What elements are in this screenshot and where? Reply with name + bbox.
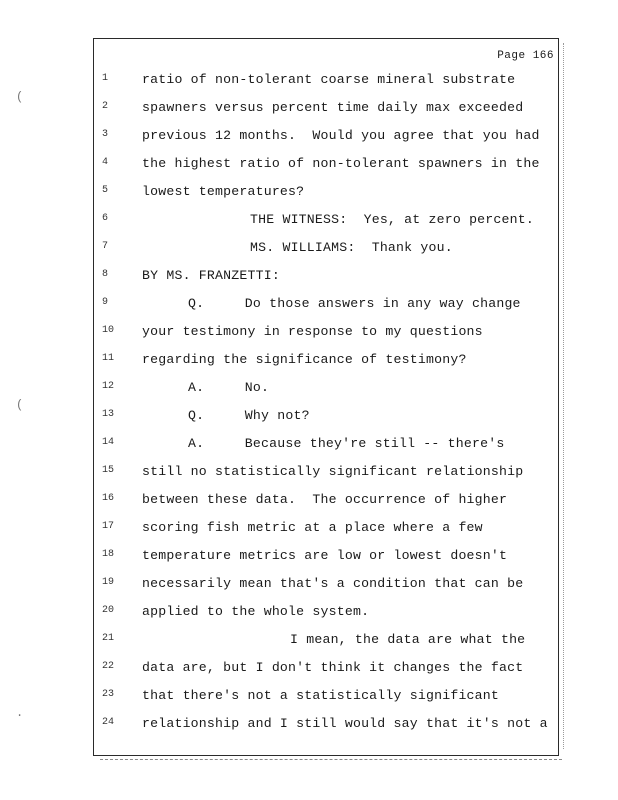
- line-number: 19: [102, 577, 115, 588]
- line-text: Q. Why not?: [188, 408, 310, 423]
- line-number: 5: [102, 185, 109, 196]
- transcript-line: [0, 296, 618, 316]
- transcript-line: [0, 604, 618, 624]
- transcript-line: [0, 688, 618, 708]
- line-number: 18: [102, 549, 115, 560]
- punch-hole-mark: .: [16, 706, 24, 720]
- line-number: 12: [102, 381, 115, 392]
- line-text: I mean, the data are what the: [290, 632, 526, 647]
- transcript-line: [0, 716, 618, 736]
- line-text: THE WITNESS: Yes, at zero percent.: [250, 212, 534, 227]
- line-number: 20: [102, 605, 115, 616]
- transcript-line: [0, 212, 618, 232]
- footer-rule: [100, 759, 562, 760]
- line-number: 24: [102, 717, 115, 728]
- transcript-line: [0, 464, 618, 484]
- transcript-line: [0, 156, 618, 176]
- line-text: temperature metrics are low or lowest doesn't: [142, 548, 508, 563]
- line-text: scoring fish metric at a place where a few: [142, 520, 483, 535]
- line-text: previous 12 months. Would you agree that you had: [142, 128, 540, 143]
- line-number: 15: [102, 465, 115, 476]
- transcript-line: [0, 128, 618, 148]
- line-text: that there's not a statistically significant: [142, 688, 500, 703]
- line-text: your testimony in response to my questions: [142, 324, 483, 339]
- transcript-line: [0, 436, 618, 456]
- line-text: relationship and I still would say that it's not a: [142, 716, 548, 731]
- line-text: Q. Do those answers in any way change: [188, 296, 521, 311]
- line-text: regarding the significance of testimony?: [142, 352, 467, 367]
- line-number: 17: [102, 521, 115, 532]
- line-number: 3: [102, 129, 109, 140]
- page-number: Page 166: [497, 50, 554, 62]
- line-number: 16: [102, 493, 115, 504]
- transcript-line: [0, 240, 618, 260]
- line-number: 1: [102, 73, 109, 84]
- line-number: 2: [102, 101, 109, 112]
- transcript-line: [0, 268, 618, 288]
- line-text: BY MS. FRANZETTI:: [142, 268, 280, 283]
- line-text: between these data. The occurrence of higher: [142, 492, 508, 507]
- transcript-line: [0, 352, 618, 372]
- line-number: 11: [102, 353, 115, 364]
- line-text: MS. WILLIAMS: Thank you.: [250, 240, 453, 255]
- line-text: necessarily mean that's a condition that can be: [142, 576, 524, 591]
- transcript-line: [0, 548, 618, 568]
- line-number: 4: [102, 157, 109, 168]
- punch-hole-mark: (: [16, 90, 24, 104]
- line-number: 10: [102, 325, 115, 336]
- transcript-line: [0, 100, 618, 120]
- line-text: applied to the whole system.: [142, 604, 370, 619]
- line-text: A. Because they're still -- there's: [188, 436, 505, 451]
- line-number: 21: [102, 633, 115, 644]
- line-text: A. No.: [188, 380, 270, 395]
- line-number: 8: [102, 269, 109, 280]
- line-number: 9: [102, 297, 109, 308]
- transcript-line: [0, 324, 618, 344]
- transcript-line: [0, 576, 618, 596]
- transcript-line: [0, 632, 618, 652]
- line-number: 13: [102, 409, 115, 420]
- line-text: spawners versus percent time daily max exceeded: [142, 100, 524, 115]
- line-text: ratio of non-tolerant coarse mineral substrate: [142, 72, 516, 87]
- line-number: 14: [102, 437, 115, 448]
- line-text: still no statistically significant relationship: [142, 464, 524, 479]
- transcript-line: [0, 408, 618, 428]
- line-text: lowest temperatures?: [142, 184, 305, 199]
- transcript-line: [0, 492, 618, 512]
- transcript-line: [0, 380, 618, 400]
- transcript-line: [0, 72, 618, 92]
- line-number: 22: [102, 661, 115, 672]
- line-number: 7: [102, 241, 109, 252]
- transcript-line: [0, 520, 618, 540]
- line-text: data are, but I don't think it changes the fact: [142, 660, 524, 675]
- punch-hole-mark: (: [16, 398, 24, 412]
- line-number: 6: [102, 213, 109, 224]
- transcript-line: [0, 184, 618, 204]
- line-number: 23: [102, 689, 115, 700]
- line-text: the highest ratio of non-tolerant spawners in the: [142, 156, 540, 171]
- transcript-line: [0, 660, 618, 680]
